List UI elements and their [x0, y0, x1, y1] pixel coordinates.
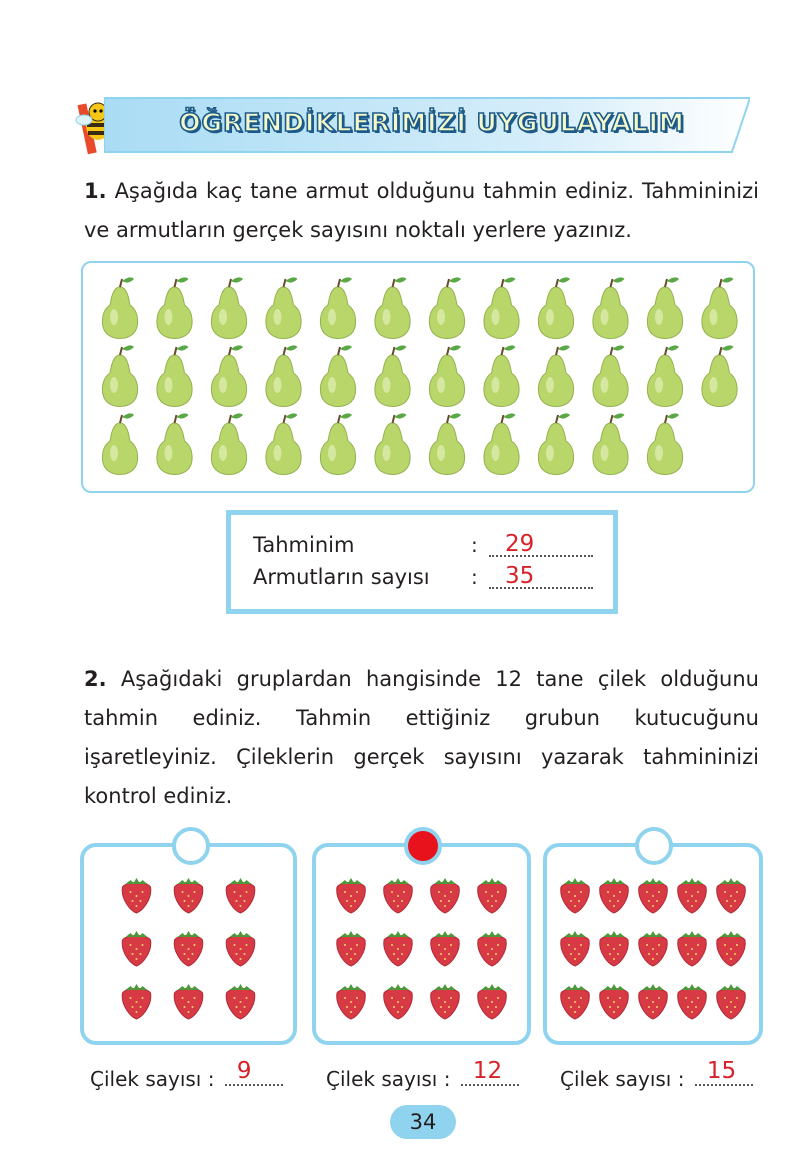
section-title: ÖĞRENDİKLERİMİZİ UYGULAYALIM — [179, 108, 685, 137]
pear-icon — [102, 413, 137, 474]
group-2-strawberries — [316, 847, 527, 1041]
pear-icon — [429, 277, 464, 338]
pear-icon — [266, 277, 301, 338]
group-1-count — [90, 1058, 283, 1091]
group-2-count — [326, 1058, 519, 1091]
actual-colon: : — [471, 565, 478, 589]
pear-icon — [538, 413, 573, 474]
pear-icon — [538, 345, 573, 406]
group-1-count-value: 9 — [236, 1058, 252, 1084]
actual-row — [253, 565, 430, 589]
pear-icon — [429, 413, 464, 474]
pear-icon — [102, 345, 137, 406]
estimate-colon: : — [471, 533, 478, 557]
group-1-count-field[interactable] — [225, 1058, 283, 1086]
strawberry-icon — [122, 984, 151, 1019]
strawberry-icon — [600, 984, 629, 1019]
strawberry-icon — [337, 931, 366, 966]
strawberry-icon — [717, 878, 746, 913]
strawberry-icon — [174, 878, 203, 913]
pear-icon — [375, 277, 410, 338]
strawberry-icon — [226, 984, 255, 1019]
strawberry-group-2 — [312, 843, 531, 1045]
pear-icon — [593, 277, 628, 338]
estimate-value: 29 — [505, 531, 535, 557]
strawberry-icon — [337, 878, 366, 913]
pear-icon — [157, 345, 192, 406]
pear-icon — [375, 413, 410, 474]
question-2-text — [84, 660, 759, 816]
group-1-count-label: Çilek sayısı : — [90, 1067, 215, 1091]
estimate-row — [253, 533, 354, 557]
group-2-count-field[interactable] — [461, 1058, 519, 1086]
group-2-count-value: 12 — [472, 1058, 503, 1084]
strawberry-icon — [639, 931, 668, 966]
strawberry-icon — [226, 878, 255, 913]
strawberry-icon — [717, 931, 746, 966]
pear-icon — [375, 345, 410, 406]
pear-icon — [538, 277, 573, 338]
strawberry-icon — [478, 931, 507, 966]
pear-icon — [266, 345, 301, 406]
question-2-body: Aşağıdaki gruplardan hangisinde 12 tane çilek olduğunu tahmin ediniz. Tahmin ettiğiniz grubun kutucuğunu işaretleyiniz. Çileklerin gerçek sayısını yazarak tahmininizi kontrol ediniz. — [84, 667, 759, 808]
strawberry-icon — [561, 984, 590, 1019]
page-number: 34 — [390, 1105, 456, 1139]
strawberry-icon — [174, 931, 203, 966]
question-2-number: 2. — [84, 667, 107, 691]
strawberry-icon — [431, 931, 460, 966]
strawberry-icon — [431, 878, 460, 913]
strawberry-icon — [384, 878, 413, 913]
question-1-number: 1. — [84, 179, 107, 203]
pear-icon — [320, 277, 355, 338]
estimate-label: Tahminim — [253, 533, 355, 557]
strawberry-icon — [174, 984, 203, 1019]
strawberry-icon — [431, 984, 460, 1019]
section-banner — [104, 96, 750, 154]
group-3-count-label: Çilek sayısı : — [560, 1067, 685, 1091]
strawberry-icon — [639, 984, 668, 1019]
pear-icon — [593, 413, 628, 474]
estimate-answer-field[interactable] — [489, 533, 593, 557]
pear-icon — [647, 345, 682, 406]
pear-icon — [211, 277, 246, 338]
group-3-count-value: 15 — [706, 1058, 737, 1084]
pear-icon — [484, 345, 519, 406]
pear-icon — [102, 277, 137, 338]
pear-icon — [484, 413, 519, 474]
actual-answer-field[interactable] — [489, 565, 593, 589]
strawberry-icon — [678, 878, 707, 913]
group-1-strawberries — [84, 847, 293, 1041]
strawberry-icon — [561, 931, 590, 966]
pear-icon — [320, 345, 355, 406]
group-2-count-label: Çilek sayısı : — [326, 1067, 451, 1091]
pear-icon — [211, 345, 246, 406]
actual-label: Armutların sayısı — [253, 565, 430, 589]
strawberry-icon — [337, 984, 366, 1019]
strawberry-icon — [600, 878, 629, 913]
group-3-count — [560, 1058, 753, 1091]
strawberry-icon — [678, 984, 707, 1019]
strawberry-icon — [561, 878, 590, 913]
question-1-body: Aşağıda kaç tane armut olduğunu tahmin ediniz. Tahmininizi ve armutların gerçek sayısını noktalı yerlere yazınız. — [84, 179, 759, 242]
strawberry-icon — [478, 984, 507, 1019]
pear-icon — [702, 277, 737, 338]
strawberry-group-3 — [543, 843, 763, 1045]
group-3-strawberries — [547, 847, 759, 1041]
answer-box — [226, 510, 618, 614]
pear-icon — [647, 277, 682, 338]
strawberry-icon — [678, 931, 707, 966]
pear-icon — [211, 413, 246, 474]
strawberry-icon — [122, 931, 151, 966]
strawberry-icon — [226, 931, 255, 966]
pear-icon — [157, 277, 192, 338]
pear-icon — [266, 413, 301, 474]
strawberry-icon — [717, 984, 746, 1019]
question-1-text — [84, 172, 759, 250]
pear-box — [81, 261, 755, 493]
strawberry-icon — [639, 878, 668, 913]
pear-icon — [157, 413, 192, 474]
strawberry-icon — [384, 984, 413, 1019]
group-3-count-field[interactable] — [695, 1058, 753, 1086]
pear-icon — [320, 413, 355, 474]
pear-icon — [484, 277, 519, 338]
actual-value: 35 — [505, 563, 535, 589]
strawberry-group-1 — [80, 843, 297, 1045]
pear-icon — [647, 413, 682, 474]
strawberry-icon — [478, 878, 507, 913]
pear-icon — [593, 345, 628, 406]
strawberry-icon — [384, 931, 413, 966]
pear-icon — [429, 345, 464, 406]
strawberry-icon — [122, 878, 151, 913]
pear-icon — [702, 345, 737, 406]
strawberry-icon — [600, 931, 629, 966]
